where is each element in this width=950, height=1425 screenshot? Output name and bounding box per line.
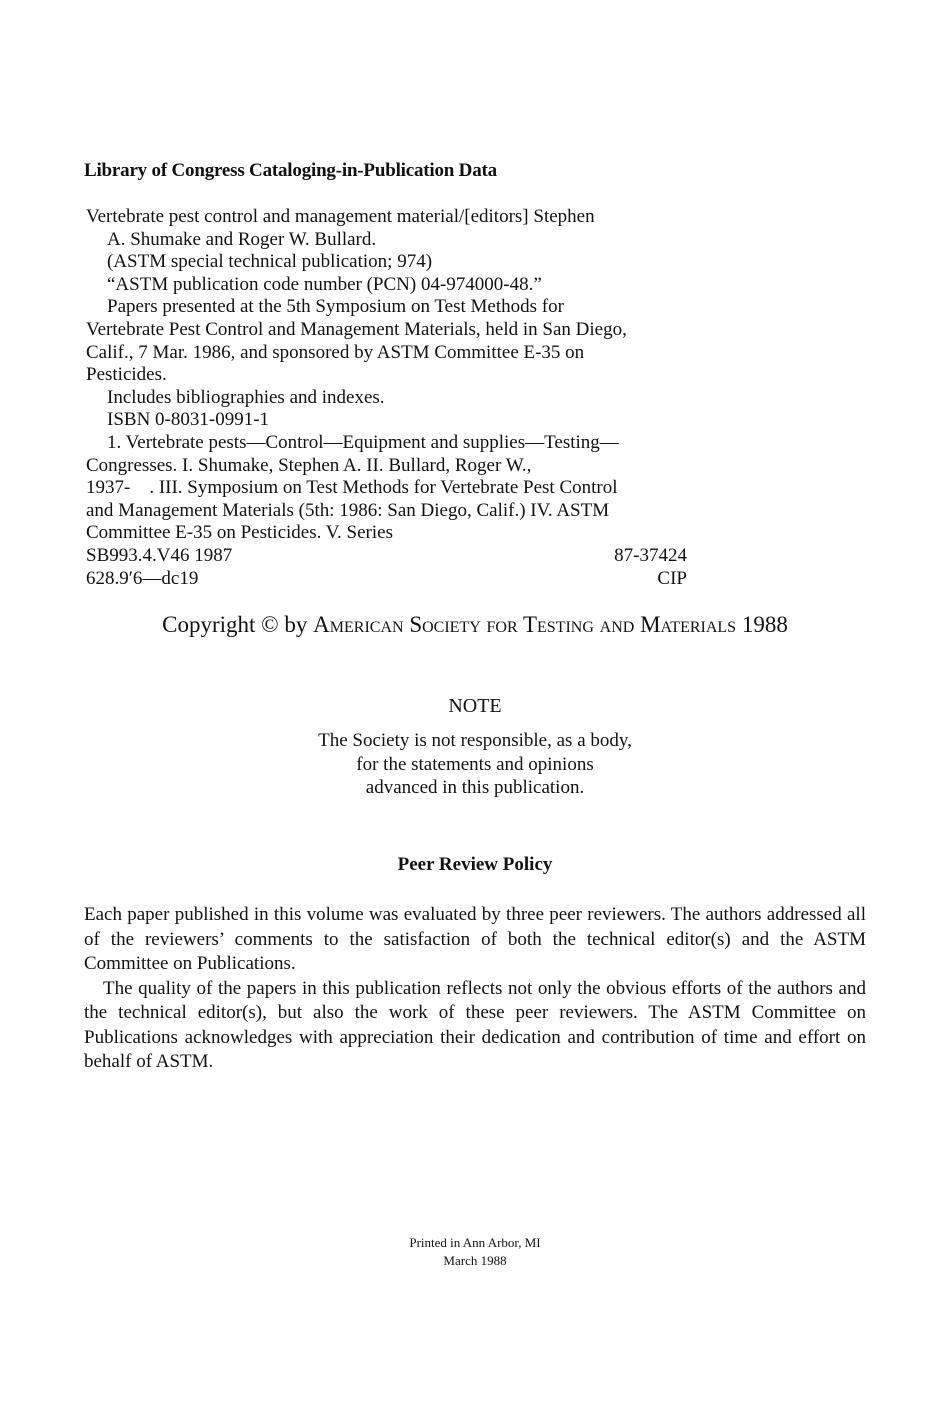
copyright-prefix: Copyright © by — [162, 612, 314, 637]
cip-line: Papers presented at the 5th Symposium on Test Methods for — [107, 296, 564, 318]
peer-review-paragraph: The quality of the papers in this publication reflects not only the obvious efforts of the authors and the technical editor(s), but also the work of these peer reviewers. The ASTM Committee on Publications acknowledges with appreciation their dedication and contribution of time and effort on behalf of ASTM. — [84, 977, 866, 1072]
classification-row — [86, 568, 687, 591]
society-name: American Society for Testing and Materials — [313, 612, 737, 637]
copyright-notice — [0, 612, 950, 638]
note-body — [0, 729, 950, 800]
cip-line: Pesticides. — [86, 364, 167, 386]
cip-line: Calif., 7 Mar. 1986, and sponsored by ASTM Committee E-35 on — [86, 341, 585, 363]
cip-line: ISBN 0-8031-0991-1 — [107, 409, 270, 431]
cip-line: Committee E-35 on Pesticides. V. Series — [86, 522, 393, 544]
classification-row — [86, 545, 687, 568]
note-line: The Society is not responsible, as a body, — [318, 730, 632, 751]
cip-line: 1937- . III. Symposium on Test Methods for Vertebrate Pest Control — [86, 477, 618, 499]
cip-line: Vertebrate pest control and management material/[editors] Stephen — [86, 206, 595, 227]
printing-info — [0, 1234, 950, 1270]
printed-date: March 1988 — [443, 1253, 507, 1268]
printed-place: Printed in Ann Arbor, MI — [409, 1235, 541, 1250]
cip-line: “ASTM publication code number (PCN) 04-974000-48.” — [107, 273, 542, 295]
peer-review-title: Peer Review Policy — [397, 854, 553, 875]
peer-review-paragraph: Each paper published in this volume was evaluated by three peer reviewers. The authors addressed all of the reviewers’ comments to the satisfaction of both the technical editor(s) and the ASTM Committee on Publications. — [84, 904, 866, 974]
note-title: NOTE — [448, 695, 502, 717]
call-number: SB993.4.V46 1987 — [86, 544, 233, 566]
cip-line: (ASTM special technical publication; 974) — [107, 251, 433, 273]
cip-line: 1. Vertebrate pests—Control—Equipment and supplies—Testing— — [107, 431, 619, 453]
copyright-year: 1988 — [736, 612, 788, 637]
lccn: 87-37424 — [614, 544, 687, 566]
cip-line: Vertebrate Pest Control and Management Materials, held in San Diego, — [86, 318, 627, 340]
cip-line: Includes bibliographies and indexes. — [107, 386, 385, 408]
cip-label: CIP — [657, 567, 687, 589]
cip-line: and Management Materials (5th: 1986: San Diego, Calif.) IV. ASTM — [86, 499, 610, 521]
note-line: for the statements and opinions — [356, 753, 594, 775]
cip-heading: Library of Congress Cataloging-in-Publication Data — [84, 160, 497, 181]
cip-line: Congresses. I. Shumake, Stephen A. II. Bullard, Roger W., — [86, 454, 532, 476]
peer-review-body — [84, 903, 866, 1075]
dewey-number: 628.9′6—dc19 — [86, 567, 199, 589]
cip-record — [86, 206, 706, 590]
cip-line: A. Shumake and Roger W. Bullard. — [107, 228, 377, 250]
note-line: advanced in this publication. — [365, 777, 585, 798]
